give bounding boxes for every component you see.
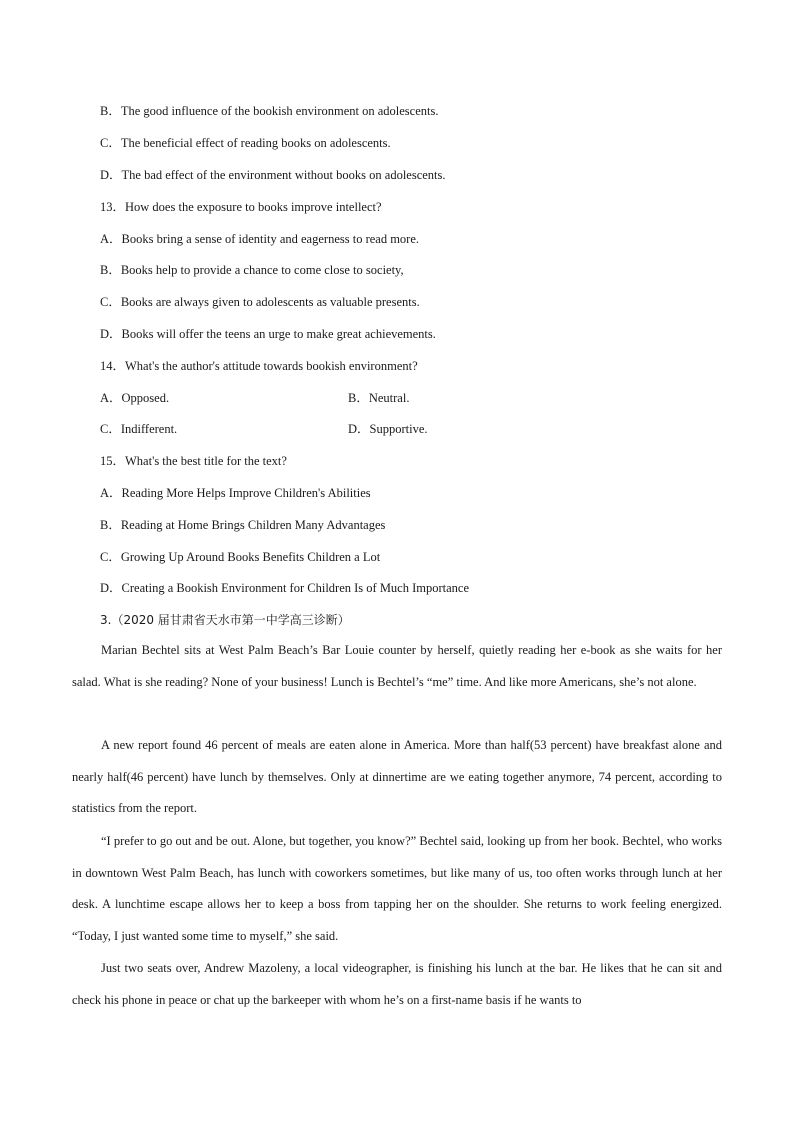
q14-option-a: A．Opposed. (100, 391, 170, 405)
passage-paragraph-3: “I prefer to go out and be out. Alone, but together, you know?” Bechtel said, looking up from her book. Bechtel, who works in downtown West Palm Beach, has lunch with coworkers sometimes, but like many of us, too often works through lunch at her desk. A lunchtime escape allows her to keep a boss from tapping her on the shoulder. She returns to work feeling energized. “Today, I just wanted some time to myself,” she said. (72, 834, 722, 944)
q14-stem: 14．What's the author's attitude towards bookish environment? (100, 359, 418, 373)
q15-option-a: A．Reading More Helps Improve Children's Abilities (100, 486, 371, 500)
passage-paragraph-4: Just two seats over, Andrew Mazoleny, a local videographer, is finishing his lunch at the bar. He likes that he can sit and check his phone in peace or chat up the barkeeper with whom he’s on a first-name basis if he wants to (72, 961, 722, 1007)
q14-option-c: C．Indifferent. (100, 422, 178, 436)
passage-paragraph-2: A new report found 46 percent of meals are eaten alone in America. More than half(53 percent) have breakfast alone and nearly half(46 percent) have lunch by themselves. Only at dinnertime are we eating together anymore, 74 percent, according to statistics from the report. (72, 738, 722, 816)
q13-option-a: A．Books bring a sense of identity and eagerness to read more. (100, 232, 420, 246)
q15-option-d: D．Creating a Bookish Environment for Children Is of Much Importance (100, 581, 470, 595)
q14-option-b: B．Neutral. (348, 391, 410, 405)
q13-stem: 13．How does the exposure to books improve intellect? (100, 200, 382, 214)
q15-option-b: B．Reading at Home Brings Children Many Advantages (100, 518, 386, 532)
q15-stem: 15．What's the best title for the text? (100, 454, 287, 468)
passage-paragraph-1: Marian Bechtel sits at West Palm Beach’s Bar Louie counter by herself, quietly reading her e-book as she waits for her salad. What is she reading? None of your business! Lunch is Bechtel’s “me” time. And like more Americans, she’s not alone. (72, 643, 722, 689)
q14-option-d: D．Supportive. (348, 422, 428, 436)
q15-option-c: C．Growing Up Around Books Benefits Children a Lot (100, 550, 381, 564)
q12-option-b: B．The good influence of the bookish environment on adolescents. (100, 104, 439, 118)
passage-source-heading: 3.（2020 届甘肃省天水市第一中学高三诊断） (100, 613, 350, 627)
q12-option-d: D．The bad effect of the environment without books on adolescents. (100, 168, 446, 182)
q13-option-b: B．Books help to provide a chance to come close to society, (100, 263, 404, 277)
q13-option-c: C．Books are always given to adolescents as valuable presents. (100, 295, 420, 309)
q13-option-d: D．Books will offer the teens an urge to make great achievements. (100, 327, 436, 341)
q12-option-c: C．The beneficial effect of reading books on adolescents. (100, 136, 391, 150)
